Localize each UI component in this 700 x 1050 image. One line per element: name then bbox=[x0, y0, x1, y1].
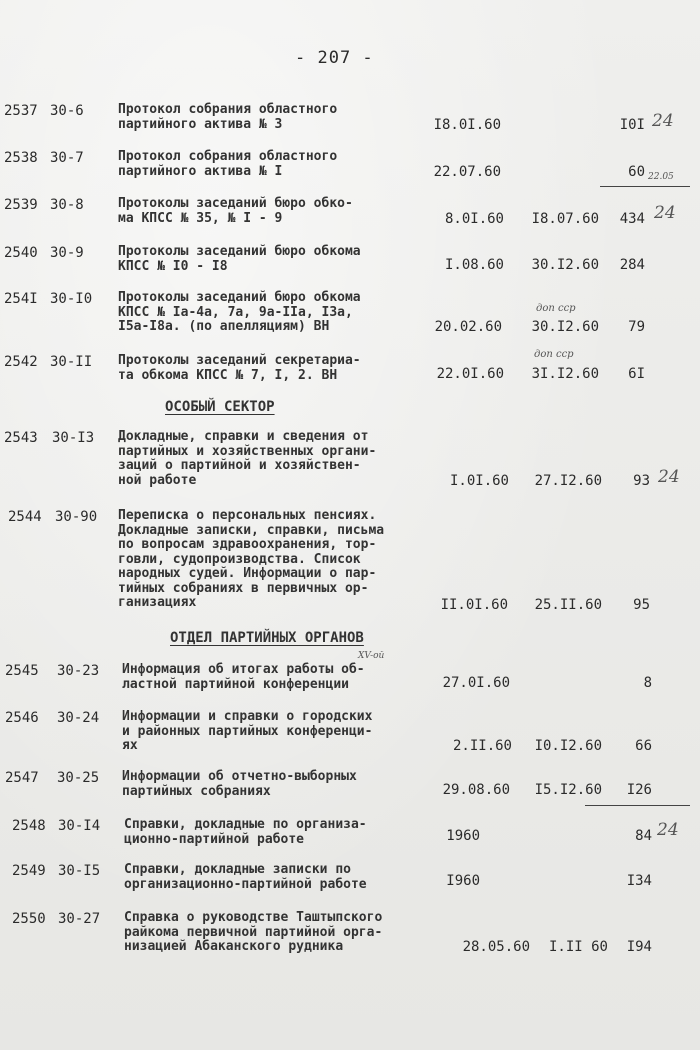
handwritten-note: 24 bbox=[654, 203, 676, 223]
entry-end-date: 3I.I2.60 bbox=[531, 366, 599, 382]
entry-title: Справки, докладные по организа- ционно-партийной работе bbox=[124, 817, 367, 847]
entry-title: Протокол собрания областного партийного актива № 3 bbox=[118, 102, 338, 132]
divider bbox=[585, 805, 690, 806]
divider bbox=[600, 186, 690, 187]
entry-number: 2548 bbox=[12, 818, 46, 834]
entry-title: Протокол собрания областного партийного актива № I bbox=[118, 149, 338, 179]
entry-number: 2544 bbox=[8, 509, 42, 525]
entry-title: Протоколы заседаний бюро обкома КПСС № I0 - I8 bbox=[118, 244, 361, 274]
entry-sheet-count: 284 bbox=[619, 257, 645, 273]
entry-end-date: I0.I2.60 bbox=[534, 738, 602, 754]
entry-sheet-count: 60 bbox=[628, 164, 645, 180]
entry-start-date: I.0I.60 bbox=[449, 473, 509, 489]
entry-fond: 30-25 bbox=[57, 770, 100, 786]
entry-number: 2545 bbox=[5, 663, 39, 679]
entry-start-date: II.0I.60 bbox=[440, 597, 508, 613]
entry-sheet-count: 95 bbox=[633, 597, 650, 613]
entry-start-date: 22.0I.60 bbox=[436, 366, 504, 382]
entry-title: Информация об итогах работы об- ластной партийной конференции bbox=[122, 662, 365, 692]
entry-number: 2546 bbox=[5, 710, 39, 726]
entry-fond: 30-27 bbox=[58, 911, 101, 927]
entry-fond: 30-II bbox=[50, 354, 93, 370]
entry-title: Протоколы заседаний секретариа- та обкома КПСС № 7, I, 2. ВН bbox=[118, 353, 361, 383]
entry-start-date: 22.07.60 bbox=[433, 164, 501, 180]
entry-sheet-count: 6I bbox=[628, 366, 645, 382]
entry-start-date: 29.08.60 bbox=[442, 782, 510, 798]
page-number: - 207 - bbox=[295, 48, 374, 68]
section-heading-special: ОСОБЫЙ СЕКТОР bbox=[165, 399, 275, 415]
entry-title: Докладные, справки и сведения от партийных и хозяйственных органи- заций о партийной и хозяйствен- ной работе bbox=[118, 429, 377, 488]
section-heading-party-organs: ОТДЕЛ ПАРТИЙНЫХ ОРГАНОВ bbox=[170, 630, 364, 646]
entry-title: Информации об отчетно-выборных партийных собраниях bbox=[122, 769, 357, 799]
entry-sheet-count: 434 bbox=[619, 211, 645, 227]
entry-number: 2549 bbox=[12, 863, 46, 879]
entry-sheet-count: 8 bbox=[643, 675, 652, 691]
handwritten-note: 24 bbox=[658, 467, 680, 487]
entry-start-date: 8.0I.60 bbox=[444, 211, 504, 227]
entry-title: Протоколы заседаний бюро обко- ма КПСС № 35, № I - 9 bbox=[118, 196, 353, 226]
entry-title: Протоколы заседаний бюро обкома КПСС № Iа-4а, 7а, 9а-IIа, I3а, I5а-I8а. (по апелляциям) ВН bbox=[118, 290, 361, 334]
entry-fond: 30-7 bbox=[50, 150, 84, 166]
entry-end-date: 30.I2.60 bbox=[531, 319, 599, 335]
entry-end-date: I8.07.60 bbox=[531, 211, 599, 227]
entry-end-date: 30.I2.60 bbox=[531, 257, 599, 273]
entry-end-date: I5.I2.60 bbox=[534, 782, 602, 798]
entry-sheet-count: I94 bbox=[626, 939, 652, 955]
handwritten-note: XV-ой bbox=[358, 651, 385, 661]
handwritten-note: 22.05 bbox=[648, 172, 674, 182]
entry-start-date: I8.0I.60 bbox=[433, 117, 501, 133]
handwritten-note: доп сср bbox=[536, 303, 576, 314]
entry-fond: 30-9 bbox=[50, 245, 84, 261]
entry-number: 2542 bbox=[4, 354, 38, 370]
entry-end-date: 27.I2.60 bbox=[534, 473, 602, 489]
entry-number: 2543 bbox=[4, 430, 38, 446]
handwritten-note: 24 bbox=[657, 820, 679, 840]
entry-sheet-count: 79 bbox=[628, 319, 645, 335]
entry-fond: 30-I5 bbox=[58, 863, 101, 879]
entry-sheet-count: I26 bbox=[626, 782, 652, 798]
entry-fond: 30-23 bbox=[57, 663, 100, 679]
entry-fond: 30-6 bbox=[50, 103, 84, 119]
entry-fond: 30-I0 bbox=[50, 291, 93, 307]
handwritten-note: доп сср bbox=[534, 349, 574, 360]
entry-title: Переписка о персональных пенсиях. Докладные записки, справки, письма по вопросам здравоохранения, тор- говли, судопроизводства. Список народных судей. Информации о пар- тийных собраниях в первичных ор- ганизациях bbox=[118, 508, 385, 610]
entry-start-date: 2.II.60 bbox=[452, 738, 512, 754]
entry-start-date: I.08.60 bbox=[444, 257, 504, 273]
entry-start-date: 1960 bbox=[446, 828, 480, 844]
entry-sheet-count: I34 bbox=[626, 873, 652, 889]
entry-start-date: 20.02.60 bbox=[434, 319, 502, 335]
entry-title: Справки, докладные записки по организационно-партийной работе bbox=[124, 862, 367, 892]
entry-sheet-count: 93 bbox=[633, 473, 650, 489]
entry-number: 2538 bbox=[4, 150, 38, 166]
entry-end-date: 25.II.60 bbox=[534, 597, 602, 613]
entry-end-date: I.II 60 bbox=[548, 939, 608, 955]
entry-sheet-count: 84 bbox=[635, 828, 652, 844]
entry-fond: 30-24 bbox=[57, 710, 100, 726]
entry-fond: 30-8 bbox=[50, 197, 84, 213]
entry-sheet-count: I0I bbox=[619, 117, 645, 133]
entry-number: 254I bbox=[4, 291, 38, 307]
entry-number: 2540 bbox=[4, 245, 38, 261]
entry-number: 2547 bbox=[5, 770, 39, 786]
entry-number: 2550 bbox=[12, 911, 46, 927]
entry-fond: 30-I4 bbox=[58, 818, 101, 834]
entry-title: Справка о руководстве Таштыпского райкома первичной партийной орга- низацией Абаканского рудника bbox=[124, 910, 383, 954]
entry-fond: 30-I3 bbox=[52, 430, 95, 446]
entry-start-date: I960 bbox=[446, 873, 480, 889]
entry-number: 2537 bbox=[4, 103, 38, 119]
entry-title: Информации и справки о городских и районных партийных конференци- ях bbox=[122, 709, 373, 753]
entry-fond: 30-90 bbox=[55, 509, 98, 525]
entry-sheet-count: 66 bbox=[635, 738, 652, 754]
entry-number: 2539 bbox=[4, 197, 38, 213]
entry-start-date: 27.0I.60 bbox=[442, 675, 510, 691]
handwritten-note: 24 bbox=[652, 111, 674, 131]
entry-start-date: 28.05.60 bbox=[462, 939, 530, 955]
